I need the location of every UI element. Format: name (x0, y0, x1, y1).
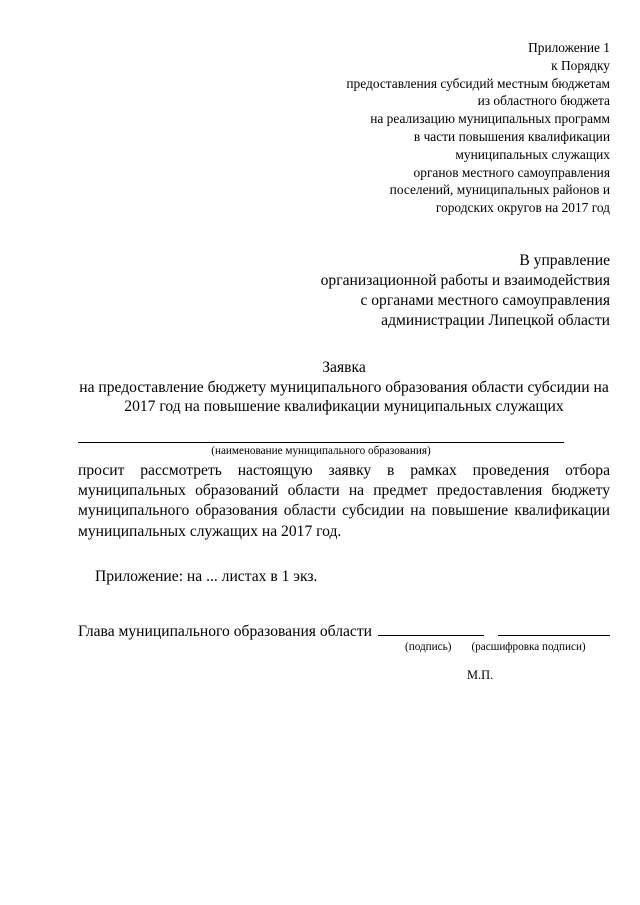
paragraph-line: муниципальных служащих на 2017 год. (78, 522, 342, 540)
addressee-block (321, 251, 610, 331)
attachment-note: Приложение: на ... листах в 1 экз. (95, 568, 318, 585)
signature-label: Глава муниципального образования области (78, 623, 372, 640)
title-line: 2017 год на повышение квалификации муниципальных служащих (124, 398, 564, 415)
paragraph-line: муниципальных образований области на предмет предоставления бюджету (78, 482, 610, 500)
paragraph-line: муниципального образования области субсидии на повышение квалификации (78, 502, 610, 520)
appendix-line: муниципальных служащих (455, 146, 610, 162)
addressee-line: с органами местного самоуправления (360, 292, 610, 309)
signature-blank (378, 621, 484, 636)
appendix-line: органов местного самоуправления (413, 164, 610, 180)
stamp-place: М.П. (467, 668, 494, 682)
appendix-line: городских округов на 2017 год (435, 200, 610, 216)
addressee-line: организационной работы и взаимодействия (320, 272, 610, 289)
appendix-line: в части повышения квалификации (413, 128, 610, 144)
municipality-name-caption: (наименование муниципального образования) (211, 445, 431, 457)
signature-captions (405, 640, 586, 654)
signature-caption: (подпись) (405, 641, 452, 653)
appendix-line: на реализацию муниципальных программ (370, 111, 610, 127)
request-paragraph (78, 461, 610, 542)
appendix-line: к Порядку (551, 57, 610, 73)
addressee-line: администрации Липецкой области (381, 312, 610, 329)
municipality-name-blank (78, 442, 564, 443)
signature-row (78, 621, 610, 642)
paragraph-line: просит рассмотреть настоящую заявку в рамках проведения отбора (78, 462, 610, 479)
signature-decode-blank (498, 621, 610, 636)
title-line: на предоставление бюджету муниципального образования области субсидии на (79, 378, 609, 396)
signature-decode-caption: (расшифровка подписи) (471, 641, 586, 653)
appendix-line: поселений, муниципальных районов и (389, 182, 610, 198)
appendix-line: из областного бюджета (477, 93, 610, 109)
appendix-header (346, 39, 610, 217)
addressee-line: В управление (519, 252, 610, 269)
document-title (78, 358, 610, 417)
title-heading: Заявка (322, 359, 366, 376)
appendix-number: Приложение 1 (528, 40, 610, 55)
appendix-line: предоставления субсидий местным бюджетам (346, 75, 610, 91)
